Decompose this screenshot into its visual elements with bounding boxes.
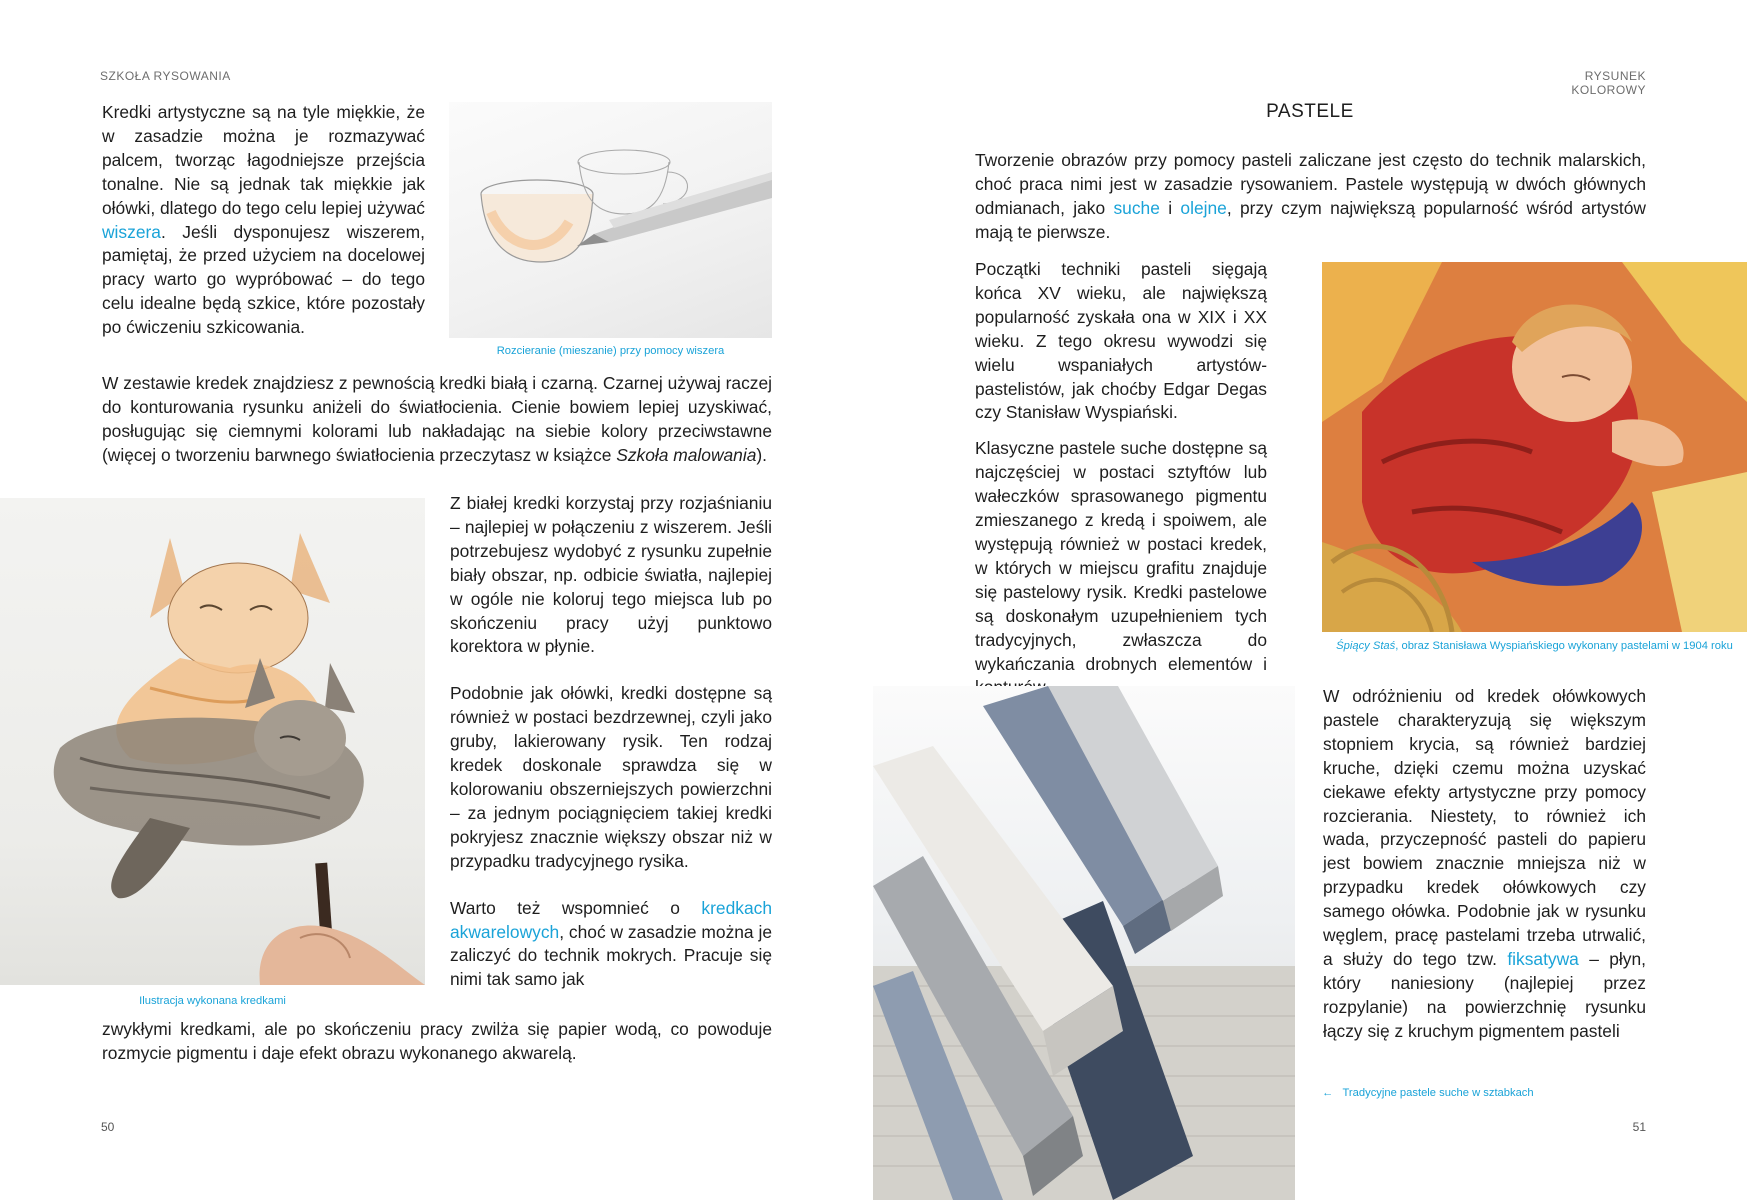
link-suche[interactable]: suche: [1113, 197, 1160, 218]
page-number-left: 50: [101, 1120, 115, 1134]
running-head-left: SZKOŁA RYSOWANIA: [100, 69, 231, 83]
link-wiszera[interactable]: wiszera: [102, 221, 161, 242]
page-number-right: 51: [1632, 1120, 1646, 1134]
right-paragraph-2: Klasyczne pastele suche dostępne są najczęściej w postaci sztyftów lub wałeczków sprasowanego pigmentu zmieszanego z kredą i spoiwem, ale występują również w postaci kredek, w których w miejscu grafitu znajduje się pastelowy rysik. Kredki pastelowe są doskonałym uzupełnieniem tych tradycyjnych, zwłaszcza do wykańczania drobnych elementów i: [975, 438, 1267, 674]
arrow-left-icon: ←: [1322, 1087, 1334, 1099]
right-paragraph-1: Początki techniki pasteli sięgają końca XV wieku, ale największą popularność zyskała ona w XIX i XX wieku. Z tego okresu wywodzi się wielu wspaniałych artystów-pastelistów, jak choćby Edgar Degas czy Stanisław Wyspiański.: [975, 259, 1267, 423]
pastel-sticks-illustration: [873, 686, 1295, 1200]
right-intro-paragraph: Tworzenie obrazów przy pomocy pasteli zaliczane jest często do technik malarskich, choć praca nimi jest w zasadzie rysowaniem. Pastele występują w dwóch głównych odmianach, jako suche i olejne, przy czym największą popularność wśród artystów mają te pierwsze.: [975, 150, 1646, 242]
left-paragraph-3: Z białej kredki korzystaj przy rozjaśnianiu – najlepiej w połączeniu z wiszerem. Jeśli potrzebujesz wydobyć z rysunku zupełnie biały obszar, np. odbicie światła, najlepiej w ogóle nie koloruj tego miejsca lub po skończeniu pracy użyj punktowo korektora w płynie.: [450, 493, 772, 657]
right-column-text: [975, 258, 1267, 700]
section-title: PASTELE: [1266, 101, 1354, 122]
painting-illustration: [1322, 262, 1747, 632]
cats-illustration: [0, 498, 425, 985]
left-paragraph-4: Podobnie jak ołówki, kredki dostępne są również w postaci bezdrzewnej, czyli jako gruby, lakierowany rysik. Ten rodzaj kredek doskonale sprawdza się w kolorowaniu obszerniejszych powierzchni – za jednym pociągnięciem takiej kredki pokryjesz znacznie większy obszar niż w przypadku tradycyjnego rysika.: [450, 683, 772, 871]
left-column-text: [450, 492, 772, 992]
blending-stump-photo: [449, 102, 772, 338]
left-paragraph-5-continued: zwykłymi kredkami, ale po skończeniu pracy zwilża się papier wodą, co powoduje rozmycie pigmentu i daje efekt obrazu wykonanego akwarelą.: [102, 1019, 772, 1063]
sleeping-stas-painting: [1322, 262, 1747, 632]
link-olejne[interactable]: olejne: [1180, 197, 1227, 218]
left-paragraph-5: Warto też wspomnieć o kredkach akwarelowych, choć w zasadzie można je zaliczyć do technik mokrych. Pracuje się nimi tak samo jak: [450, 897, 772, 990]
cats-drawing-photo: [0, 498, 425, 985]
figure-caption-painting: Śpiący Staś, obraz Stanisława Wyspiańskiego wykonany pastelami w 1904 roku: [1336, 640, 1733, 652]
right-paragraph-3: W odróżnieniu od kredek ołówkowych pastele charakteryzują się większym stopniem krycia, są również bardziej kruche, dzięki czemu można uzyskać ciekawe efekty artystyczne przy pomocy rozcierania. Niestety, to również ich wada, przyczepność pasteli do papieru jest bowiem znacznie mniejsza niż w przypadku kredek ołówkowych czy samego ołówka. Podobnie jak w rysunku węglem, pracę pastelami trzeba utrwalić, a służy do tego tzw. fiksatywa – płyn, który naniesiony (najlepiej przez rozpylanie) na powierzchnię rysunku łączy się z kruchym pigmentem pasteli: [1323, 686, 1646, 1041]
figure-caption-cats: Ilustracja wykonana kredkami: [139, 995, 286, 1007]
left-paragraph-2: W zestawie kredek znajdziesz z pewnością kredki białą i czarną. Czarnej używaj raczej do konturowania rysunku aniżeli do światłocienia. Cienie bowiem lepiej uzyskiwać, posługując się ciemnymi kolorami lub nakładając na siebie kolory przeciwstawne (więcej o tworzeniu barwnego światłocienia przeczytasz w książce Szkoła malowania).: [102, 373, 772, 465]
running-head-right: RYSUNEK KOLOROWY: [1571, 69, 1646, 97]
figure-caption-pastels: ← Tradycyjne pastele suche w sztabkach: [1322, 1087, 1534, 1099]
link-kredki-akwarelowe[interactable]: kredkach akwarelowych: [450, 897, 772, 942]
link-fiksatywa[interactable]: fiksatywa: [1507, 948, 1579, 969]
pastel-sticks-photo: [873, 686, 1295, 1200]
figure-caption-blending: Rozcieranie (mieszanie) przy pomocy wiszera: [496, 345, 725, 357]
left-paragraph-1: Kredki artystyczne są na tyle miękkie, że w zasadzie można je rozmazywać palcem, tworząc łagodniejsze przejścia tonalne. Nie są jednak tak miękkie jak ołówki, dlatego do tego celu lepiej używać wiszera. Jeśli dysponujesz wiszerem, pamiętaj, że przed użyciem na docelowej pracy warto go wypróbować – do tego celu idealne będą szkice, które pozostały po ćwiczeniu szkicowania.: [102, 102, 425, 338]
blending-stump-illustration: [449, 102, 772, 338]
